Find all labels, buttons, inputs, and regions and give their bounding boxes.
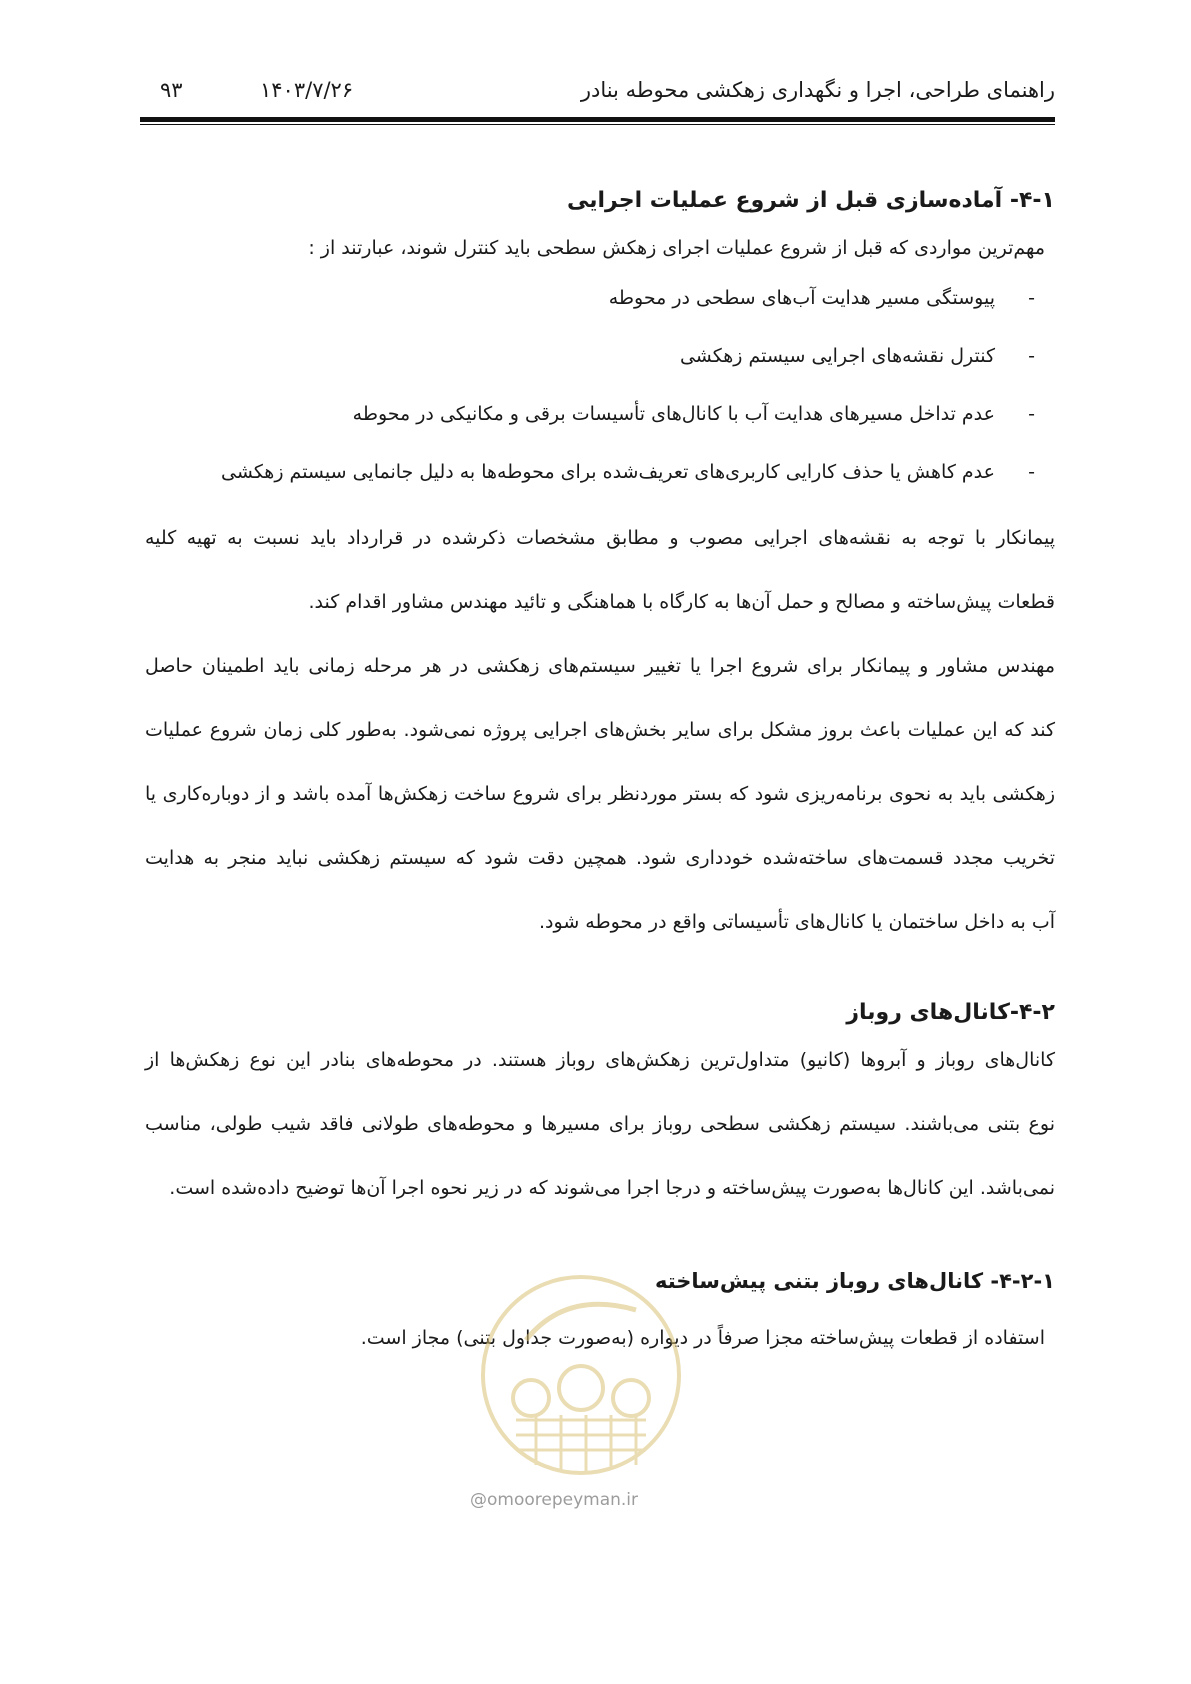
paragraph-line: پیمانکار با توجه به نقشه‌های اجرایی مصوب و مطابق مشخصات ذکرشده در قرارداد باید نسبت به تهیه کلیه <box>145 527 1055 549</box>
header-rule-thick <box>140 117 1055 122</box>
section-intro: مهم‌ترین مواردی که قبل از شروع عملیات اجرای زهکش سطحی باید کنترل شوند، عبارتند از : <box>308 237 1045 259</box>
watermark-calligraphy <box>526 1304 636 1340</box>
watermark-site: @omoorepeyman.ir <box>470 1490 639 1510</box>
paragraph-line: قطعات پیش‌ساخته و مصالح و حمل آن‌ها به کارگاه با هماهنگی و تائید مهندس مشاور اقدام کند. <box>308 591 1055 613</box>
scale-icon <box>513 1380 549 1416</box>
paragraph-precast: استفاده از قطعات پیش‌ساخته مجزا صرفاً در دیواره (به‌صورت جداول بتنی) مجاز است. <box>360 1327 1045 1349</box>
paragraph-open-channels <box>145 1044 1055 1236</box>
paragraph-line: مهندس مشاور و پیمانکار برای شروع اجرا یا تغییر سیستم‌های زهکشی در هر مرحله زمانی باید اطمینان حاصل <box>145 655 1055 677</box>
paragraph-contractor <box>145 522 1055 650</box>
paragraph-line: کانال‌های روباز و آبروها (کانیو) متداول‌ترین زهکش‌های روباز هستند. در محوطه‌های بنادر این نوع زهکش‌ها از <box>145 1049 1055 1071</box>
checklist <box>145 282 1055 514</box>
list-item: - کنترل نقشه‌های اجرایی سیستم زهکشی <box>145 340 1055 398</box>
paragraph-line: نوع بتنی می‌باشند. سیستم زهکشی سطحی روباز برای مسیرها و محوطه‌های طولانی فاقد شیب طولی، مناسب <box>145 1113 1055 1135</box>
section-heading-4-1: ۴-۱- آماده‌سازی قبل از شروع عملیات اجرایی <box>566 188 1055 213</box>
paragraph-line: آب به داخل ساختمان یا کانال‌های تأسیساتی واقع در محوطه شود. <box>539 911 1055 933</box>
page-header <box>140 78 1055 108</box>
header-rule-thin <box>140 124 1055 125</box>
list-item: - پیوستگی مسیر هدایت آب‌های سطحی در محوطه <box>145 282 1055 340</box>
page-content <box>145 186 1055 1354</box>
section-heading-4-2: ۴-۲-کانال‌های روباز <box>846 1000 1055 1025</box>
document-date: ۱۴۰۳/۷/۲۶ <box>260 78 354 102</box>
list-item: - عدم کاهش یا حذف کارایی کاربری‌های تعریف‌شده برای محوطه‌ها به دلیل جانمایی سیستم زهکشی <box>145 456 1055 514</box>
document-title: راهنمای طراحی، اجرا و نگهداری زهکشی محوطه بنادر <box>580 78 1055 102</box>
paragraph-line: زهکشی باید به نحوی برنامه‌ریزی شود که بستر موردنظر برای شروع ساخت زهکش‌ها آمده باشد و از دوباره‌کاری یا <box>145 783 1055 805</box>
paragraph-line: تخریب مجدد قسمت‌های ساخته‌شده خودداری شود. همچین دقت شود که سیستم زهکشی نباید منجر به هدایت <box>145 847 1055 869</box>
section-heading-4-2-1: ۴-۲-۱- کانال‌های روباز بتنی پیش‌ساخته <box>654 1269 1055 1293</box>
watermark-logo <box>476 1270 686 1480</box>
list-item: - عدم تداخل مسیرهای هدایت آب با کانال‌های تأسیسات برقی و مکانیکی در محوطه <box>145 398 1055 456</box>
excavator-icon <box>613 1380 649 1416</box>
paragraph-line: کند که این عملیات باعث بروز مشکل برای سایر بخش‌های اجرایی پروژه نمی‌شود. به‌طور کلی زمان شروع عملیات <box>145 719 1055 741</box>
paragraph-line: نمی‌باشد. این کانال‌ها به‌صورت پیش‌ساخته و درجا اجرا می‌شوند که در زیر نحوه اجرا آن‌ها توضیح داده‌شده است. <box>169 1177 1055 1199</box>
gear-icon <box>559 1366 603 1410</box>
paragraph-consultant <box>145 650 1055 970</box>
page-number: ۹۳ <box>160 78 183 102</box>
